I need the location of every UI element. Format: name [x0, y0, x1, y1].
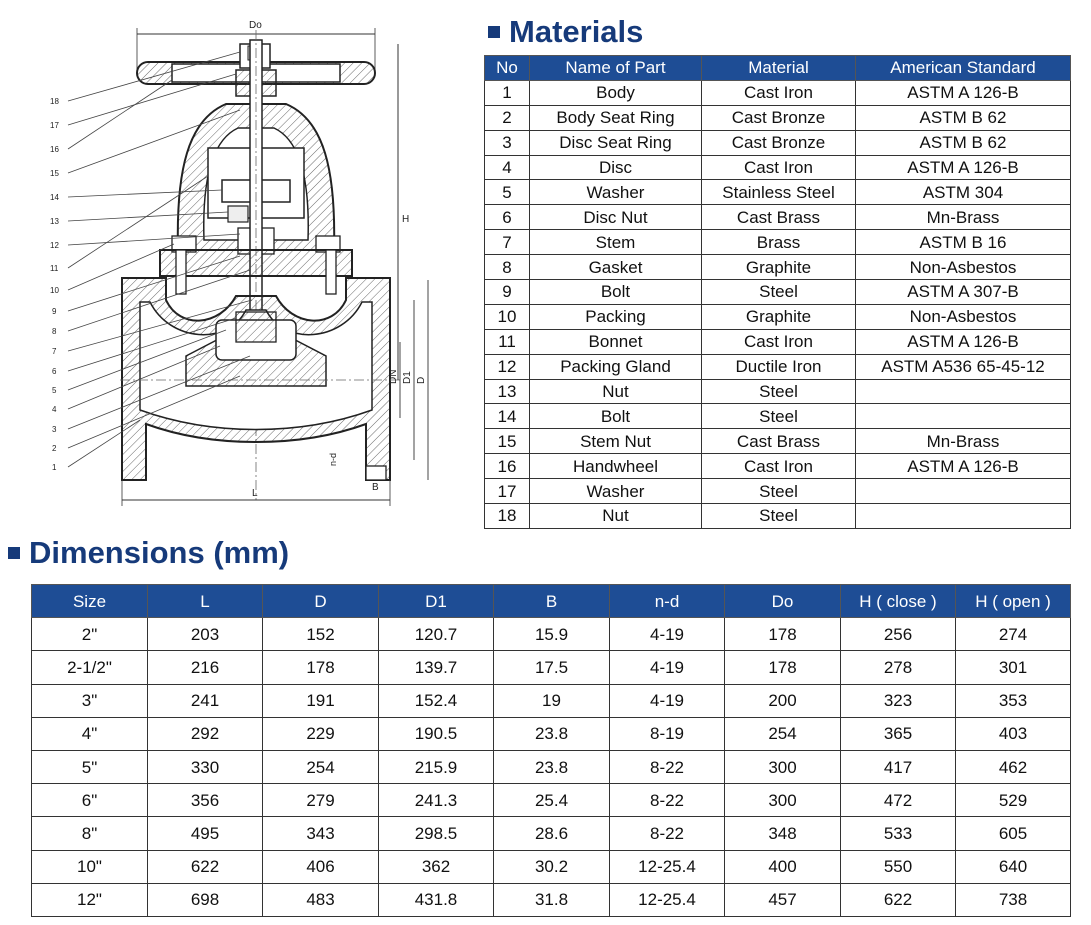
callout-13: 13 [50, 217, 59, 226]
header-material: Material [702, 56, 856, 81]
table-cell: Mn-Brass [856, 205, 1071, 230]
table-cell: 348 [725, 817, 841, 850]
callout-numbers [50, 97, 59, 472]
table-cell: 353 [956, 684, 1071, 717]
table-cell: 403 [956, 717, 1071, 750]
table-cell: 15 [485, 429, 530, 454]
table-cell: Packing Gland [530, 354, 702, 379]
callout-17: 17 [50, 121, 59, 130]
table-cell: ASTM A 126-B [856, 155, 1071, 180]
table-cell: Steel [702, 479, 856, 504]
table-cell: Cast Iron [702, 329, 856, 354]
table-cell: ASTM B 62 [856, 105, 1071, 130]
callout-18: 18 [50, 97, 59, 106]
table-cell: 8-22 [610, 817, 725, 850]
table-row [485, 429, 1071, 454]
table-cell: 12-25.4 [610, 850, 725, 883]
callout-8: 8 [52, 327, 57, 336]
table-cell: Washer [530, 479, 702, 504]
d1-label: D1 [402, 371, 413, 384]
table-cell: 8 [485, 255, 530, 280]
table-cell: 14 [485, 404, 530, 429]
callout-1: 1 [52, 463, 57, 472]
table-cell: Ductile Iron [702, 354, 856, 379]
table-cell: 622 [841, 883, 956, 916]
table-cell: 12-25.4 [610, 883, 725, 916]
table-cell: Gasket [530, 255, 702, 280]
table-cell: Graphite [702, 304, 856, 329]
table-cell: 2" [32, 618, 148, 651]
table-cell: Steel [702, 379, 856, 404]
table-cell: Disc [530, 155, 702, 180]
table-cell: 4-19 [610, 684, 725, 717]
table-cell: 292 [148, 717, 263, 750]
table-cell: 200 [725, 684, 841, 717]
table-cell: 23.8 [494, 717, 610, 750]
dimensions-table [31, 584, 1071, 917]
valve-drawing [0, 0, 470, 520]
table-cell: 13 [485, 379, 530, 404]
table-cell: 2-1/2" [32, 651, 148, 684]
table-row [485, 255, 1071, 280]
table-row [32, 717, 1071, 750]
table-row [485, 454, 1071, 479]
b-label: B [372, 482, 379, 493]
l-label: L [252, 488, 258, 499]
table-row [32, 817, 1071, 850]
table-cell: 9 [485, 280, 530, 305]
table-cell: 698 [148, 883, 263, 916]
table-cell: 190.5 [379, 717, 494, 750]
table-cell: 330 [148, 750, 263, 783]
table-row [485, 379, 1071, 404]
table-cell: 16 [485, 454, 530, 479]
table-cell: Brass [702, 230, 856, 255]
table-cell: 2 [485, 105, 530, 130]
table-cell: 215.9 [379, 750, 494, 783]
table-cell: 6 [485, 205, 530, 230]
table-cell: 19 [494, 684, 610, 717]
table-cell: ASTM A 126-B [856, 454, 1071, 479]
valve-body [120, 278, 400, 480]
table-cell: 8-19 [610, 717, 725, 750]
table-cell: 4" [32, 717, 148, 750]
callout-7: 7 [52, 347, 57, 356]
table-cell: 605 [956, 817, 1071, 850]
table-cell: 457 [725, 883, 841, 916]
table-cell: ASTM B 62 [856, 130, 1071, 155]
table-cell: 120.7 [379, 618, 494, 651]
heading-square-icon [488, 26, 500, 38]
table-cell: 4 [485, 155, 530, 180]
table-cell: 7 [485, 230, 530, 255]
callout-4: 4 [52, 405, 57, 414]
table-row [485, 205, 1071, 230]
header-d1: D1 [379, 585, 494, 618]
table-cell: 254 [263, 750, 379, 783]
dn-label: DN [388, 369, 399, 384]
header-no: No [485, 56, 530, 81]
table-row [485, 230, 1071, 255]
callout-10: 10 [50, 286, 59, 295]
table-cell: 323 [841, 684, 956, 717]
table-cell: 4-19 [610, 651, 725, 684]
table-cell: 254 [725, 717, 841, 750]
table-cell: Bolt [530, 280, 702, 305]
callout-11: 11 [50, 264, 59, 273]
table-cell: 12 [485, 354, 530, 379]
table-cell: Steel [702, 504, 856, 529]
table-cell: 4-19 [610, 618, 725, 651]
table-cell: 139.7 [379, 651, 494, 684]
table-cell: ASTM 304 [856, 180, 1071, 205]
table-cell: Non-Asbestos [856, 304, 1071, 329]
materials-heading [488, 14, 643, 50]
table-cell: 274 [956, 618, 1071, 651]
table-cell: 152.4 [379, 684, 494, 717]
table-cell: 25.4 [494, 784, 610, 817]
table-row [485, 280, 1071, 305]
table-cell: Steel [702, 280, 856, 305]
table-cell: 483 [263, 883, 379, 916]
table-row [485, 105, 1071, 130]
callout-6: 6 [52, 367, 57, 376]
table-cell: 3 [485, 130, 530, 155]
table-cell: 6" [32, 784, 148, 817]
table-cell: 300 [725, 784, 841, 817]
table-cell [856, 379, 1071, 404]
callout-2: 2 [52, 444, 57, 453]
table-cell: 28.6 [494, 817, 610, 850]
table-cell: 5" [32, 750, 148, 783]
callout-9: 9 [52, 307, 57, 316]
table-cell: Cast Iron [702, 80, 856, 105]
table-cell: 472 [841, 784, 956, 817]
header-l: L [148, 585, 263, 618]
table-cell: 203 [148, 618, 263, 651]
header-h-close: H ( close ) [841, 585, 956, 618]
callout-12: 12 [50, 241, 59, 250]
table-cell: 191 [263, 684, 379, 717]
heading-square-icon [8, 547, 20, 559]
table-cell: 406 [263, 850, 379, 883]
table-cell: 178 [725, 618, 841, 651]
table-cell: Stainless Steel [702, 180, 856, 205]
table-cell: Packing [530, 304, 702, 329]
table-cell: 300 [725, 750, 841, 783]
table-cell: 400 [725, 850, 841, 883]
table-cell: 301 [956, 651, 1071, 684]
table-cell: Nut [530, 504, 702, 529]
table-cell: Disc Seat Ring [530, 130, 702, 155]
table-cell: Handwheel [530, 454, 702, 479]
header-name-of-part: Name of Part [530, 56, 702, 81]
table-cell: 8-22 [610, 784, 725, 817]
table-row [32, 651, 1071, 684]
dimensions-header-row [32, 585, 1071, 618]
table-cell: 279 [263, 784, 379, 817]
table-cell: 178 [725, 651, 841, 684]
table-cell: ASTM A 126-B [856, 80, 1071, 105]
table-row [32, 684, 1071, 717]
table-cell: Washer [530, 180, 702, 205]
table-row [485, 404, 1071, 429]
table-cell: 152 [263, 618, 379, 651]
table-cell [856, 404, 1071, 429]
h-dimension [398, 44, 409, 380]
d-label: D [416, 376, 427, 384]
table-cell: Disc Nut [530, 205, 702, 230]
table-cell: ASTM A536 65-45-12 [856, 354, 1071, 379]
header-h-open: H ( open ) [956, 585, 1071, 618]
table-cell: 229 [263, 717, 379, 750]
table-cell: 3" [32, 684, 148, 717]
header-do: Do [725, 585, 841, 618]
materials-header-row [485, 56, 1071, 81]
header-size: Size [32, 585, 148, 618]
table-cell: 278 [841, 651, 956, 684]
table-cell [856, 504, 1071, 529]
table-cell: Steel [702, 404, 856, 429]
table-cell: 18 [485, 504, 530, 529]
table-cell: 17 [485, 479, 530, 504]
table-cell: 178 [263, 651, 379, 684]
table-cell: 241.3 [379, 784, 494, 817]
callout-3: 3 [52, 425, 57, 434]
table-cell: 738 [956, 883, 1071, 916]
table-cell: 529 [956, 784, 1071, 817]
table-cell: 356 [148, 784, 263, 817]
table-cell: 1 [485, 80, 530, 105]
table-cell: 12" [32, 883, 148, 916]
table-cell: ASTM B 16 [856, 230, 1071, 255]
table-cell: Non-Asbestos [856, 255, 1071, 280]
table-cell: Cast Bronze [702, 130, 856, 155]
table-cell: ASTM A 126-B [856, 329, 1071, 354]
table-row [485, 180, 1071, 205]
table-cell: 23.8 [494, 750, 610, 783]
table-cell: 462 [956, 750, 1071, 783]
table-cell: Body [530, 80, 702, 105]
table-cell: Cast Iron [702, 454, 856, 479]
table-cell: Cast Bronze [702, 105, 856, 130]
table-cell: 8-22 [610, 750, 725, 783]
table-cell: 533 [841, 817, 956, 850]
table-row [32, 618, 1071, 651]
table-cell: Body Seat Ring [530, 105, 702, 130]
table-cell: ASTM A 307-B [856, 280, 1071, 305]
callout-14: 14 [50, 193, 59, 202]
table-cell: 417 [841, 750, 956, 783]
materials-title: Materials [509, 14, 644, 49]
table-cell: 640 [956, 850, 1071, 883]
header-n-d: n-d [610, 585, 725, 618]
table-cell: 298.5 [379, 817, 494, 850]
table-cell: Stem [530, 230, 702, 255]
table-cell: Cast Brass [702, 429, 856, 454]
table-cell: 256 [841, 618, 956, 651]
table-cell: Cast Iron [702, 155, 856, 180]
table-cell: 11 [485, 329, 530, 354]
table-row [485, 504, 1071, 529]
table-row [485, 304, 1071, 329]
table-row [32, 784, 1071, 817]
nd-label: n-d [328, 452, 338, 466]
table-cell [856, 479, 1071, 504]
table-row [32, 750, 1071, 783]
table-cell: Graphite [702, 255, 856, 280]
table-cell: 362 [379, 850, 494, 883]
table-cell: 343 [263, 817, 379, 850]
table-row [485, 130, 1071, 155]
header-d: D [263, 585, 379, 618]
table-cell: 31.8 [494, 883, 610, 916]
table-cell: 17.5 [494, 651, 610, 684]
callout-15: 15 [50, 169, 59, 178]
table-cell: Nut [530, 379, 702, 404]
table-cell: 8" [32, 817, 148, 850]
table-cell: Stem Nut [530, 429, 702, 454]
table-row [485, 80, 1071, 105]
table-cell: 365 [841, 717, 956, 750]
callout-5: 5 [52, 386, 57, 395]
table-cell: Cast Brass [702, 205, 856, 230]
h-label: H [402, 214, 410, 225]
table-row [485, 329, 1071, 354]
table-cell: Bonnet [530, 329, 702, 354]
table-cell: 431.8 [379, 883, 494, 916]
table-cell: 550 [841, 850, 956, 883]
table-row [32, 883, 1071, 916]
callout-16: 16 [50, 145, 59, 154]
header-american-standard: American Standard [856, 56, 1071, 81]
table-row [485, 155, 1071, 180]
table-cell: 622 [148, 850, 263, 883]
table-cell: 5 [485, 180, 530, 205]
table-cell: 241 [148, 684, 263, 717]
table-cell: Mn-Brass [856, 429, 1071, 454]
dimensions-title: Dimensions (mm) [29, 535, 290, 570]
do-label: Do [249, 20, 262, 31]
table-row [32, 850, 1071, 883]
table-cell: Bolt [530, 404, 702, 429]
table-cell: 30.2 [494, 850, 610, 883]
table-cell: 216 [148, 651, 263, 684]
table-row [485, 479, 1071, 504]
table-cell: 15.9 [494, 618, 610, 651]
table-row [485, 354, 1071, 379]
dimensions-heading [8, 535, 289, 571]
header-b: B [494, 585, 610, 618]
materials-table [484, 55, 1071, 529]
table-cell: 10 [485, 304, 530, 329]
table-cell: 10" [32, 850, 148, 883]
table-cell: 495 [148, 817, 263, 850]
